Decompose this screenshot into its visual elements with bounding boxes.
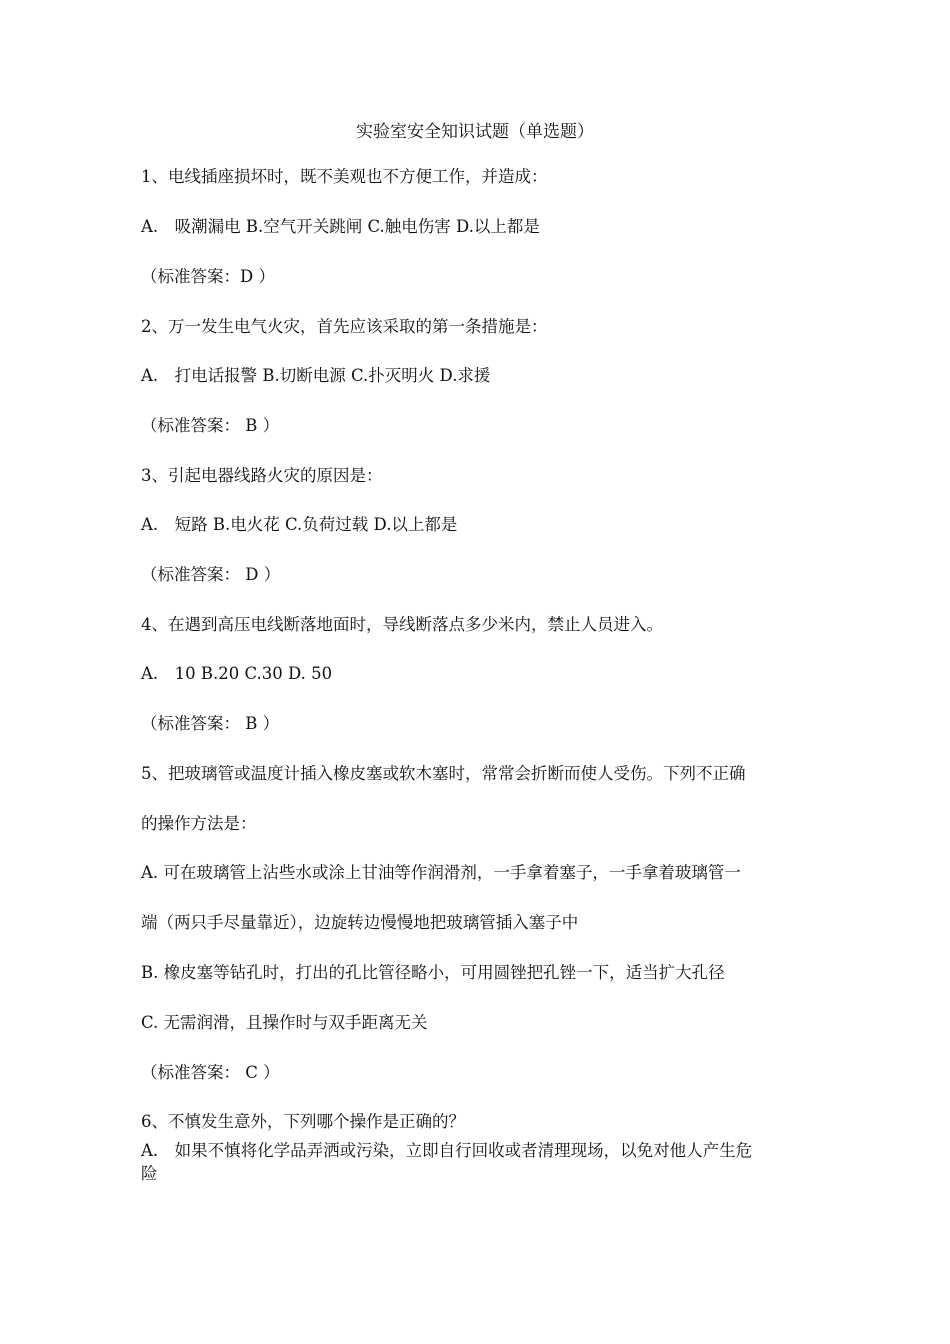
question-5-stem-line1: 5、把玻璃管或温度计插入橡皮塞或软木塞时，常常会折断而使人受伤。下列不正确 <box>141 764 746 783</box>
question-2-stem: 2、万一发生电气火灾，首先应该采取的第一条措施是： <box>141 317 548 336</box>
question-4-stem: 4、在遇到高压电线断落地面时，导线断落点多少米内，禁止人员进入。 <box>141 615 663 634</box>
question-3-answer: （标准答案： D ） <box>141 565 281 584</box>
question-5-answer: （标准答案： C ） <box>141 1063 280 1082</box>
question-6-option-a-line2: 险 <box>141 1164 158 1183</box>
question-5-stem-line2: 的操作方法是： <box>141 814 257 833</box>
question-6-option-a-line1: A. 如果不慎将化学品弄洒或污染，立即自行回收或者清理现场，以免对他人产生危 <box>141 1141 753 1160</box>
question-4-answer: （标准答案： B ） <box>141 714 280 733</box>
page-title: 实验室安全知识试题（单选题） <box>356 122 594 142</box>
question-6-stem: 6、不慎发生意外，下列哪个操作是正确的？ <box>141 1112 465 1131</box>
question-5-option-a-line1: A. 可在玻璃管上沾些水或涂上甘油等作润滑剂，一手拿着塞子，一手拿着玻璃管一 <box>141 863 741 882</box>
question-2-options: A. 打电话报警 B.切断电源 C.扑灭明火 D.求援 <box>141 366 491 385</box>
question-1-stem: 1、电线插座损坏时，既不美观也不方便工作，并造成： <box>141 167 548 186</box>
question-1-answer: （标准答案：D ） <box>141 267 275 286</box>
question-1-options: A. 吸潮漏电 B.空气开关跳闸 C.触电伤害 D.以上都是 <box>141 217 540 236</box>
question-5-option-c: C. 无需润滑，且操作时与双手距离无关 <box>141 1013 428 1032</box>
question-3-stem: 3、引起电器线路火灾的原因是： <box>141 466 383 485</box>
question-5-option-a-line2: 端（两只手尽量靠近），边旋转边慢慢地把玻璃管插入塞子中 <box>141 913 579 932</box>
question-3-options: A. 短路 B.电火花 C.负荷过载 D.以上都是 <box>141 515 458 534</box>
question-4-options: A. 10 B.20 C.30 D. 50 <box>141 664 333 683</box>
question-2-answer: （标准答案： B ） <box>141 416 280 435</box>
question-5-option-b: B. 橡皮塞等钻孔时，打出的孔比管径略小，可用圆锉把孔锉一下，适当扩大孔径 <box>141 963 725 982</box>
